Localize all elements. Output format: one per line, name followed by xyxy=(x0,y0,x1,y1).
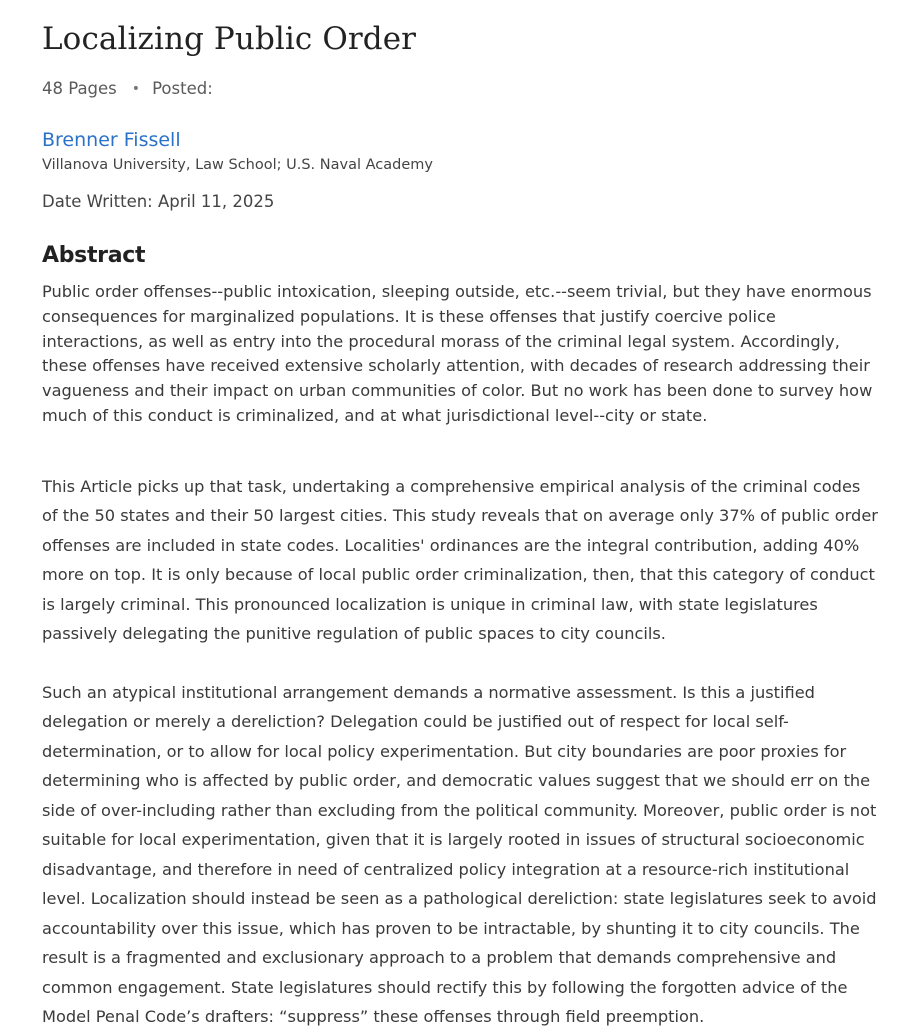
author-affiliation: Villanova University, Law School; U.S. Naval Academy xyxy=(42,157,433,173)
page-count: 48 Pages xyxy=(42,79,117,98)
date-written: Date Written: April 11, 2025 xyxy=(42,192,275,211)
abstract-paragraph: This Article picks up that task, undertaking a comprehensive empirical analysis of the criminal codes of the 50 states and their 50 largest cities. This study reveals that on average only 37% of public order offenses are included in state codes. Localities' ordinances are the integral contribution, adding 40% more on top. It is only because of local public order criminalization, then, that this category of conduct is largely criminal. This pronounced localization is unique in criminal law, with state legislatures passively delegating the punitive regulation of public spaces to city councils. xyxy=(42,476,878,644)
paper-meta xyxy=(42,77,878,101)
paper-title: Localizing Public Order xyxy=(42,21,417,57)
meta-separator: • xyxy=(131,81,141,97)
abstract-paragraph: Public order offenses--public intoxication, sleeping outside, etc.--seem trivial, but they have enormous consequences for marginalized populations. It is these offenses that justify coercive police interactions, as well as entry into the procedural morass of the criminal legal system. Accordingly, these offenses have received extensive scholarly attention, with decades of research addressing their vagueness and their impact on urban communities of color. But no work has been done to survey how much of this conduct is criminalized, and at what jurisdictional level--city or state. xyxy=(42,282,873,425)
abstract-paragraph: Such an atypical institutional arrangement demands a normative assessment. Is this a justified delegation or merely a dereliction? Delegation could be justified out of respect for local self-determination, or to allow for local policy experimentation. But city boundaries are poor proxies for determining who is affected by public order, and democratic values suggest that we should err on the side of over-including rather than excluding from the political community. Moreover, public order is not suitable for local experimentation, given that it is largely rooted in issues of structural socioeconomic disadvantage, and therefore in need of centralized policy integration at a resource-rich institutional level. Localization should instead be seen as a pathological dereliction: state legislatures seek to avoid accountability over this issue, which has proven to be intractable, by shunting it to city councils. The result is a fragmented and exclusionary approach to a problem that demands comprehensive and common engagement. State legislatures should rectify this by following the forgotten advice of the Model Penal Code’s drafters: “suppress” these offenses through field preemption. xyxy=(42,682,877,1027)
abstract-heading: Abstract xyxy=(42,243,146,268)
posted-label: Posted: xyxy=(152,79,213,98)
author-link[interactable]: Brenner Fissell xyxy=(42,129,181,151)
